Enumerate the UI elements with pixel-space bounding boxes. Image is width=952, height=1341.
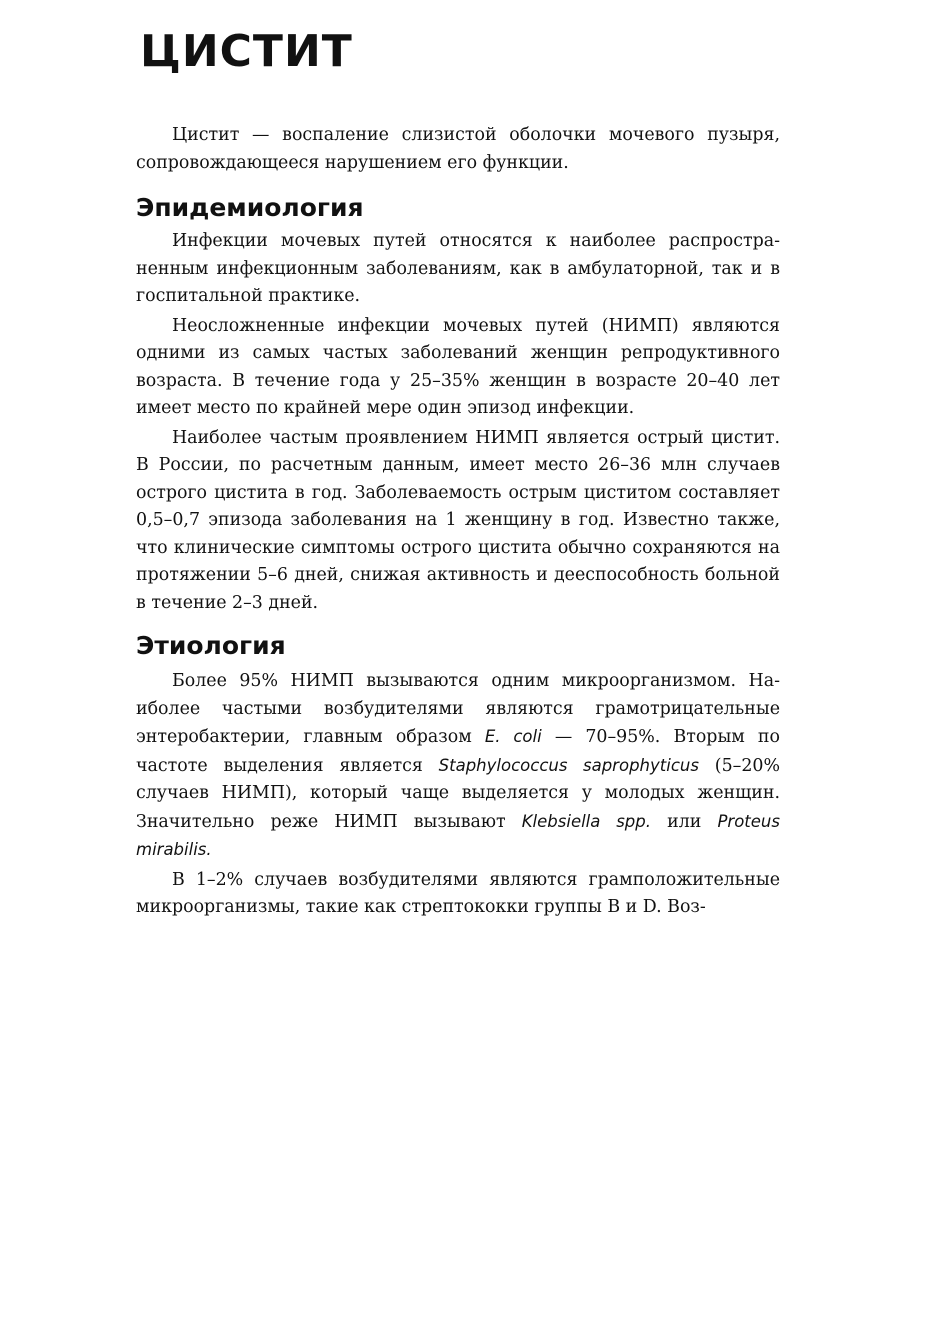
etiology-heading: Этиология <box>136 631 286 660</box>
etiology-paragraph-2: В 1–2% случаев возбудителями являются грамположительные микроорганизмы, такие как стрептококки группы B и D. Воз- <box>136 869 780 917</box>
organism-proteus: Proteus mirabilis. <box>136 811 780 859</box>
organism-e-coli: E. coli <box>484 727 542 746</box>
page-title: ЦИСТИТ <box>140 26 353 77</box>
organism-staphylococcus: Staphylococcus saprophyticus <box>438 755 699 775</box>
organism-klebsiella: Klebsiella spp. <box>521 811 651 831</box>
etiology-text-4: или <box>651 811 718 832</box>
intro-section <box>136 122 780 179</box>
epidemiology-paragraph-1: Инфекции мочевых путей относятся к наиболее распространенным инфекционным заболеваниям, как в амбулаторной, так и в госпитальной практике. <box>136 231 780 306</box>
etiology-text-2: — 70–95%. Вторым по частоте выделения является <box>136 727 780 776</box>
etiology-text-1: Более 95% НИМП вызываются одним микроорганизмом. Наиболее частыми возбудителями являются грамотрицательные энтеробактерии, главным образом <box>136 671 780 747</box>
epidemiology-section <box>136 190 780 619</box>
epidemiology-paragraph-3: Наиболее частым проявлением НИМП является острый цистит. В России, по расчетным данным, имеет место 26–36 млн случаев острого цистита в год. Заболеваемость острым циститом составляет 0,5–0,7 эпизода заболевания на 1 женщину в год. Известно также, что клинические симптомы острого цистита обычно сохраняются на протяжении 5–6 дней, снижая активность и дееспособность больной в течение 2–3 дней. <box>136 427 780 613</box>
epidemiology-heading: Эпидемиология <box>136 193 364 222</box>
etiology-text-3: (5–20% случаев НИМП), который чаще выделяется у молодых женщин. Значительно реже НИМП вызывают <box>136 755 780 832</box>
etiology-paragraph-1 <box>136 668 780 865</box>
intro-paragraph: Цистит — воспаление слизистой оболочки мочевого пузыря, сопровождающееся нарушением его функции. <box>136 125 780 173</box>
etiology-section <box>136 628 780 924</box>
epidemiology-paragraph-2: Неосложненные инфекции мочевых путей (НИМП) являются одними из самых частых заболеваний женщин репродуктивного возраста. В течение года у 25–35% женщин в возрасте 20–40 лет имеет место по крайней мере один эпизод инфекции. <box>136 315 780 418</box>
